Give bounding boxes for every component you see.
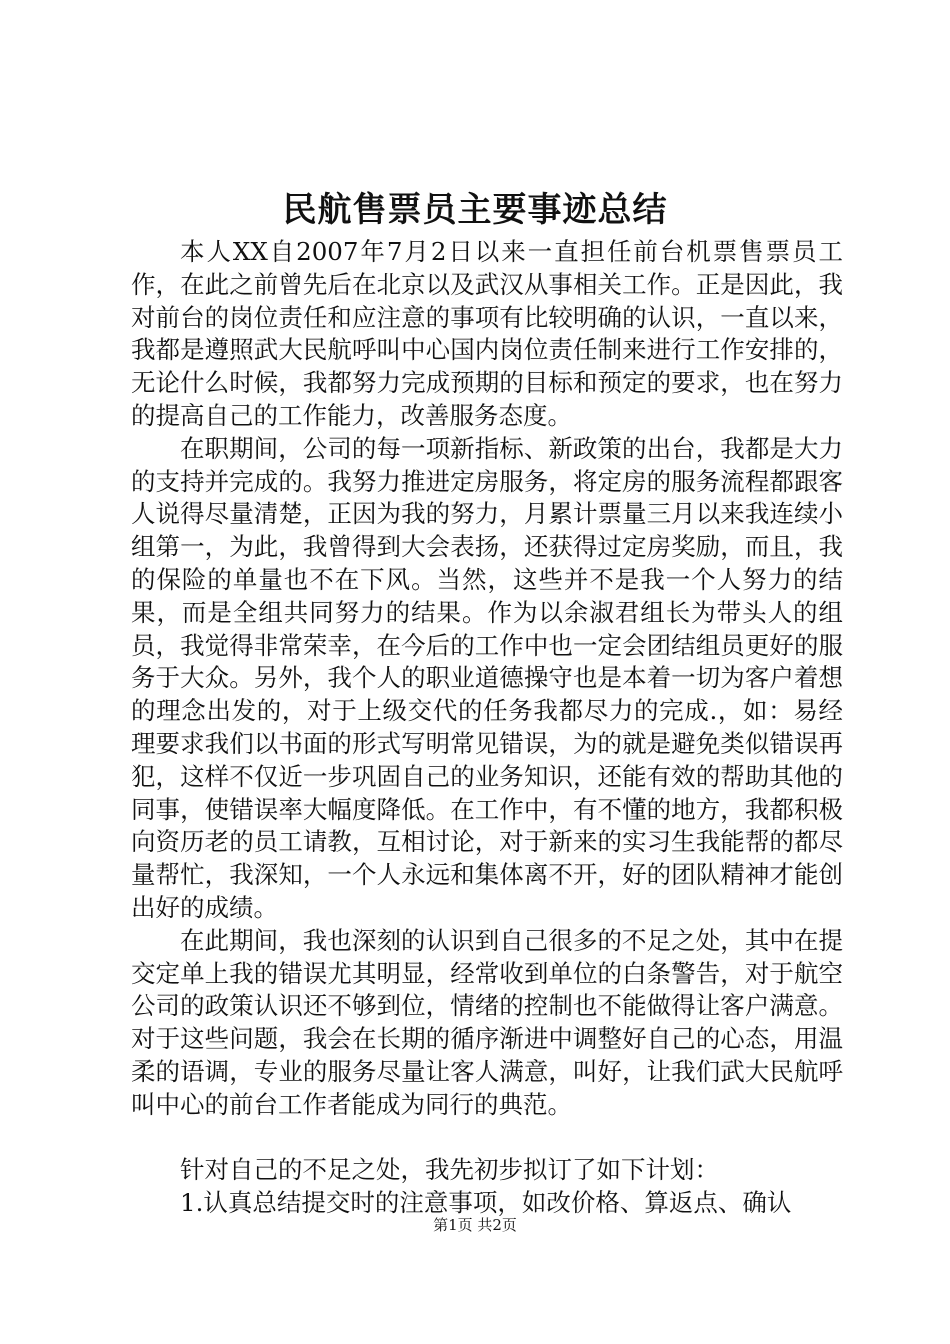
paragraph-intro: 本人XX自2007年7月2日以来一直担任前台机票售票员工作，在此之前曾先后在北京以及武汉从事相关工作。正是因此，我对前台的岗位责任和应注意的事项有比较明确的认识，一直以来，我都是遵照武大民航呼叫中心国内岗位责任制来进行工作安排的，无论什么时候，我都努力完成预期的目标和预定的要求，也在努力的提高自己的工作能力，改善服务态度。 — [131, 237, 843, 430]
paragraph-spacer — [131, 1122, 843, 1155]
paragraph-plan-intro: 针对自己的不足之处，我先初步拟订了如下计划： — [180, 1155, 719, 1185]
plan-item-1: 1.认真总结提交时的注意事项，如改价格、算返点、确认 — [180, 1188, 792, 1218]
paragraph-achievements: 在职期间，公司的每一项新指标、新政策的出台，我都是大力的支持并完成的。我努力推进定房服务，将定房的服务流程都跟客人说得尽量清楚，正因为我的努力，月累计票量三月以来我连续小组第一，为此，我曾得到大会表扬，还获得过定房奖励，而且，我的保险的单量也不在下风。当然，这些并不是我一个人努力的结果，而是全组共同努力的结果。作为以余淑君组长为带头人的组员，我觉得非常荣幸，在今后的工作中也一定会团结组员更好的服务于大众。另外，我个人的职业道德操守也是本着一切为客户着想的理念出发的，对于上级交代的任务我都尽力的完成.，如：易经理要求我们以书面的形式写明常见错误，为的就是避免类似错误再犯，这样不仅近一步巩固自己的业务知识，还能有效的帮助其他的同事，使错误率大幅度降低。在工作中，有不懂的地方，我都积极向资历老的员工请教，互相讨论，对于新来的实习生我能帮的都尽量帮忙，我深知，一个人永远和集体离不开，好的团队精神才能创出好的成绩。 — [131, 433, 843, 922]
paragraph-shortcomings: 在此期间，我也深刻的认识到自己很多的不足之处，其中在提交定单上我的错误尤其明显，经常收到单位的白条警告，对于航空公司的政策认识还不够到位，情绪的控制也不能做得让客户满意。对于这些问题，我会在长期的循序渐进中调整好自己的心态，用温柔的语调，专业的服务尽量让客人满意，叫好，让我们武大民航呼叫中心的前台工作者能成为同行的典范。 — [131, 925, 843, 1119]
document-body — [131, 236, 843, 1220]
document-title: 民航售票员主要事迹总结 — [282, 190, 668, 230]
page-number-footer: 第1页 共2页 — [433, 1216, 517, 1234]
